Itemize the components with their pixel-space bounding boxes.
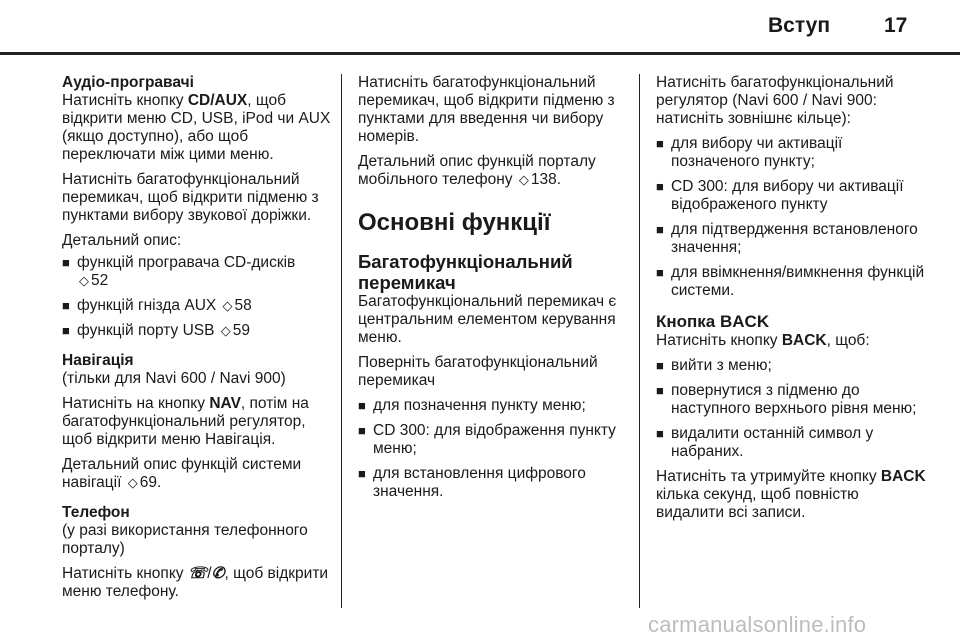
column-divider	[639, 74, 640, 608]
watermark: carmanualsonline.info	[648, 612, 867, 637]
portal-paragraph: Детальний опис функцій порталу мобільного телефону ◇ 138.	[358, 153, 596, 188]
page-ref[interactable]: 138.	[530, 171, 561, 188]
audio-heading: Аудіо-програвачі	[62, 74, 194, 91]
list-item: ■ функцій гнізда AUX ◇ 58	[62, 297, 252, 314]
phone-subheading: (у разі використання телефонного порталу)	[62, 522, 308, 557]
list-item: ■ для підтвердження встановленого значення;	[656, 221, 918, 256]
header-rule	[0, 52, 960, 55]
press-paragraph: Натисніть багатофункціональний регулятор (Navi 600 / Navi 900: натисніть зовнішнє кільце):	[656, 74, 894, 127]
list-item: ■ повернутися з підменю до наступного верхнього рівня меню;	[656, 382, 917, 417]
page-ref[interactable]: 69.	[139, 474, 162, 491]
phone-heading: Телефон	[62, 504, 130, 521]
bullet-square-icon: ■	[656, 383, 664, 398]
knob-paragraph: Поверніть багатофункціональний перемикач	[358, 354, 598, 389]
bullet-square-icon: ■	[656, 358, 664, 373]
nav-subheading: (тільки для Navi 600 / Navi 900)	[62, 370, 286, 387]
hold-back-paragraph: Натисніть та утримуйте кнопку BACK кілька секунд, щоб повністю видалити всі записи.	[656, 468, 926, 521]
nav-section	[62, 352, 332, 492]
column-1	[62, 74, 332, 613]
audio-paragraph: Натисніть багатофункціональний перемикач, щоб відкрити підменю з пунктами вибору звукової доріжки.	[62, 171, 319, 224]
list-item: ■ для ввімкнення/вимкнення функцій системи.	[656, 264, 925, 299]
page-ref[interactable]: 59	[232, 322, 251, 339]
list-item: ■ видалити останній символ у набраних.	[656, 425, 874, 460]
column-divider	[341, 74, 342, 608]
nav-key: NAV	[209, 395, 241, 412]
list-item: ■ для вибору чи активації позначеного пункту;	[656, 135, 843, 170]
phone-paragraph: Натисніть кнопку ☏/✆, щоб відкрити меню телефону.	[62, 565, 329, 600]
phone-end-icon: ✆	[211, 565, 225, 582]
page-header	[0, 0, 960, 50]
phone-menu-paragraph: Натисніть багатофункціональний перемикач, щоб відкрити підменю з пунктами для введення чи вибору номерів.	[358, 74, 615, 145]
page-ref[interactable]: 58	[234, 297, 252, 314]
multifunction-knob-heading: Багатофункціональний перемикач	[358, 251, 573, 293]
page-number: 17	[884, 14, 908, 37]
audio-section	[62, 74, 332, 340]
list-item: ■ CD 300: для відображення пункту меню;	[358, 422, 616, 457]
basic-functions-heading: Основні функції	[358, 209, 551, 236]
bullet-square-icon: ■	[656, 265, 664, 280]
list-item: ■ для встановлення цифрового значення.	[358, 465, 586, 500]
audio-bullet-list	[62, 254, 332, 340]
rotate-bullet-list	[358, 397, 626, 501]
back-bullet-list	[656, 357, 928, 461]
bullet-square-icon: ■	[656, 179, 664, 194]
bullet-square-icon: ■	[62, 255, 70, 270]
nav-paragraph: Натисніть на кнопку NAV, потім на багатофункціональний регулятор, щоб відкрити меню Навігація.	[62, 395, 309, 448]
bullet-square-icon: ■	[358, 398, 366, 413]
knob-paragraph: Багатофункціональний перемикач є центральним елементом керування меню.	[358, 293, 617, 346]
nav-paragraph: Детальний опис функцій системи навігації ◇ 69.	[62, 456, 302, 491]
page-ref[interactable]: 52	[91, 272, 109, 289]
bullet-square-icon: ■	[358, 466, 366, 481]
bullet-square-icon: ■	[656, 222, 664, 237]
page-ref-arrow-icon: ◇	[79, 273, 89, 288]
back-button-heading: Кнопка BACK	[656, 312, 770, 331]
list-item: ■ для позначення пункту меню;	[358, 397, 586, 414]
section-title: Вступ	[768, 14, 831, 37]
press-bullet-list	[656, 135, 928, 300]
page-ref-arrow-icon: ◇	[222, 298, 233, 313]
phone-section	[62, 504, 332, 601]
bullet-square-icon: ■	[62, 323, 70, 338]
audio-paragraph: Детальний опис:	[62, 232, 182, 249]
audio-paragraph: Натисніть кнопку CD/AUX, щоб відкрити меню CD, USB, iPod чи AUX (якщо доступно), або щоб переключати між цими меню.	[62, 92, 331, 163]
nav-heading: Навігація	[62, 352, 134, 369]
phone-icon: ☏	[187, 565, 208, 582]
list-item: ■ вийти з меню;	[656, 357, 772, 374]
back-key: BACK	[781, 332, 827, 349]
column-2	[358, 74, 626, 508]
bullet-square-icon: ■	[656, 136, 664, 151]
cd-aux-key: CD/AUX	[187, 92, 248, 109]
bullet-square-icon: ■	[656, 426, 664, 441]
back-key: BACK	[880, 468, 926, 485]
list-item: ■ функцій програвача CD-дисків ◇ 52	[62, 254, 296, 289]
page-ref-arrow-icon: ◇	[127, 475, 138, 490]
list-item: ■ CD 300: для вибору чи активації відображеного пункту	[656, 178, 904, 213]
bullet-square-icon: ■	[358, 423, 366, 438]
back-paragraph: Натисніть кнопку BACK, щоб:	[656, 332, 870, 349]
page-ref-arrow-icon: ◇	[518, 172, 529, 187]
column-3	[656, 74, 928, 529]
list-item: ■ функцій порту USB ◇ 59	[62, 322, 251, 339]
page-ref-arrow-icon: ◇	[220, 323, 231, 338]
bullet-square-icon: ■	[62, 298, 70, 313]
